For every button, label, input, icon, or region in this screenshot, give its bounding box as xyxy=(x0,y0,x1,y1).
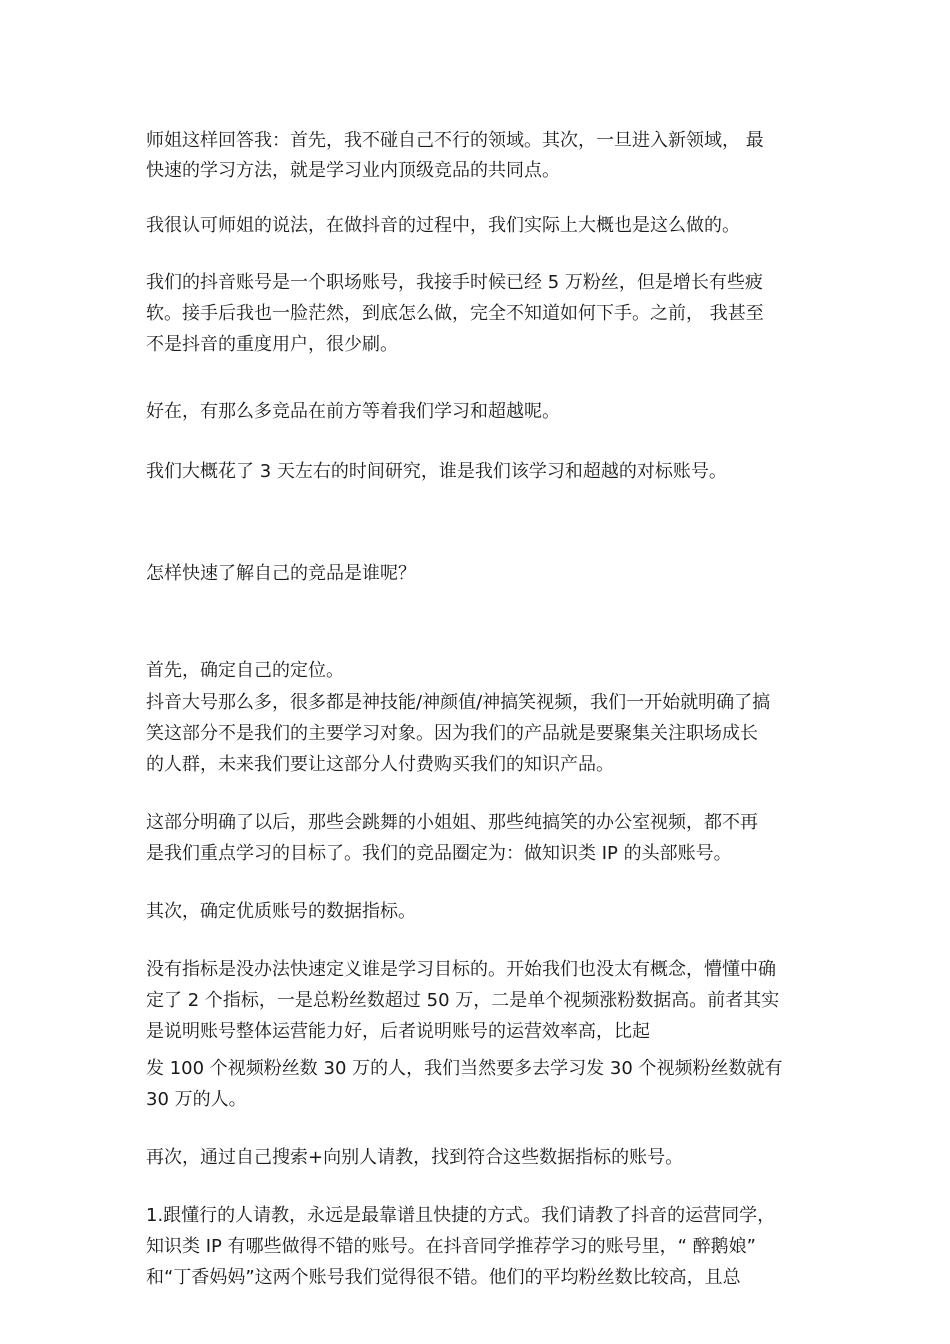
text-line: 没有指标是没办法快速定义谁是学习目标的。开始我们也没太有概念，懵懂中确 xyxy=(146,959,776,980)
text-line: 定了 2 个指标，一是总粉丝数超过 50 万，二是单个视频涨粉数据高。前者其实 xyxy=(146,990,780,1011)
text-line: 的人群，未来我们要让这部分人付费购买我们的知识产品。 xyxy=(146,754,614,775)
text-line: 笑这部分不是我们的主要学习对象。因为我们的产品就是要聚集关注职场成长 xyxy=(146,723,758,744)
text-line: 这部分明确了以后，那些会跳舞的小姐姐、那些纯搞笑的办公室视频，都不再 xyxy=(146,812,758,833)
text-line: 30 万的人。 xyxy=(146,1089,247,1110)
text-line: 发 100 个视频粉丝数 30 万的人，我们当然要多去学习发 30 个视频粉丝数就有 xyxy=(146,1058,783,1079)
text-line: 好在，有那么多竞品在前方等着我们学习和超越呢。 xyxy=(146,401,560,422)
text-line: 是我们重点学习的目标了。我们的竞品圈定为：做知识类 IP 的头部账号。 xyxy=(146,843,732,864)
text-line: 软。接手后我也一脸茫然，到底怎么做，完全不知道如何下手。之前， 我甚至 xyxy=(146,303,764,324)
section-heading: 怎样快速了解自己的竞品是谁呢？ xyxy=(146,563,416,584)
text-line: 快速的学习方法，就是学习业内顶级竞品的共同点。 xyxy=(146,160,560,181)
text-line: 我很认可师姐的说法，在做抖音的过程中，我们实际上大概也是这么做的。 xyxy=(146,215,740,236)
text-line: 我们的抖音账号是一个职场账号，我接手时候已经 5 万粉丝，但是增长有些疲 xyxy=(146,272,763,293)
text-line: 1.跟懂行的人请教，永远是最靠谱且快捷的方式。我们请教了抖音的运营同学， xyxy=(146,1205,776,1226)
text-line: 再次，通过自己搜索+向别人请教，找到符合这些数据指标的账号。 xyxy=(146,1147,684,1168)
text-line: 抖音大号那么多，很多都是神技能/神颜值/神搞笑视频，我们一开始就明确了搞 xyxy=(146,692,771,713)
text-line: 和“丁香妈妈”这两个账号我们觉得很不错。他们的平均粉丝数比较高，且总 xyxy=(146,1267,741,1288)
text-line: 不是抖音的重度用户，很少刷。 xyxy=(146,334,398,355)
text-line: 师姐这样回答我：首先，我不碰自己不行的领域。其次，一旦进入新领域， 最 xyxy=(146,130,764,151)
text-line: 其次，确定优质账号的数据指标。 xyxy=(146,901,416,922)
text-line: 我们大概花了 3 天左右的时间研究，谁是我们该学习和超越的对标账号。 xyxy=(146,461,727,482)
text-line: 首先，确定自己的定位。 xyxy=(146,660,344,681)
text-line: 知识类 IP 有哪些做得不错的账号。在抖音同学推荐学习的账号里，“ 醉鹅娘” xyxy=(146,1236,756,1257)
text-line: 是说明账号整体运营能力好，后者说明账号的运营效率高，比起 xyxy=(146,1021,650,1042)
